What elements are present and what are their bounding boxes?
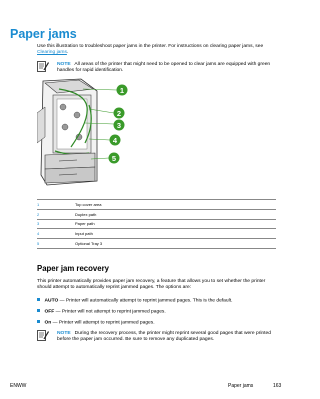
section-intro: This printer automatically provides paper jam recovery, a feature that allows you to set whether the printer should attempt to automatically reprint jammed pages. The options are: — [37, 279, 266, 291]
option-text: — Printer will not attempt to reprint jammed pages. — [54, 309, 166, 315]
intro-text: Use this illustration to troubleshoot paper jams in the printer. For instructions on clearing paper jams, see — [37, 44, 264, 49]
table-row — [37, 219, 276, 229]
table-row — [37, 200, 276, 210]
row-label: Input path — [75, 229, 276, 239]
option-name: OFF — [44, 309, 55, 315]
table-row — [37, 209, 276, 219]
section-title: Paper jam recovery — [37, 264, 109, 273]
list-item — [37, 298, 232, 305]
note-icon — [37, 61, 49, 72]
svg-text:3: 3 — [116, 120, 122, 130]
callout-3 — [114, 120, 125, 131]
note-text: During the recovery process, the printer might reprint several good pages that were printed before the paper jam occurred. Be sure to remove any duplicated pages. — [57, 331, 271, 343]
table-row — [37, 229, 276, 239]
clearing-jams-link[interactable]: Clearing jams — [37, 50, 67, 56]
row-number: 1 — [37, 200, 75, 210]
footer-left: ENWW — [10, 383, 27, 389]
svg-text:4: 4 — [112, 135, 118, 145]
option-name: On — [44, 320, 52, 326]
option-text: — Printer will automatically attempt to reprint jammed pages. This is the default. — [58, 298, 233, 304]
page-number: 163 — [273, 383, 282, 389]
table-row — [37, 239, 276, 249]
bullet-icon — [37, 309, 40, 312]
note-text: All areas of the printer that might need to be opened to clear jams are equipped with green handles for rapid identification. — [57, 62, 271, 74]
intro-end: . — [66, 50, 69, 56]
note-label: NOTE — [57, 62, 71, 67]
callout-1 — [117, 85, 128, 96]
legend-table — [37, 199, 276, 249]
bullet-icon — [37, 320, 40, 323]
svg-text:1: 1 — [119, 85, 125, 95]
list-item — [37, 309, 166, 316]
callout-5 — [109, 153, 120, 164]
row-number: 3 — [37, 219, 75, 229]
row-number: 4 — [37, 229, 75, 239]
page-title: Paper jams — [10, 27, 77, 41]
row-number: 5 — [37, 239, 75, 249]
option-name: AUTO — [44, 298, 59, 304]
row-label: Top cover area — [75, 200, 276, 210]
list-item — [37, 320, 155, 327]
callout-4 — [110, 135, 121, 146]
note-icon — [37, 330, 49, 341]
note-label: NOTE — [57, 331, 71, 336]
row-number: 2 — [37, 209, 75, 219]
svg-text:2: 2 — [116, 108, 122, 118]
printer-illustration — [37, 77, 132, 189]
footer-section: Paper jams — [228, 383, 254, 389]
row-label: Duplex path — [75, 209, 276, 219]
callout-2 — [114, 108, 125, 119]
intro-paragraph — [37, 44, 277, 57]
bullet-icon — [37, 298, 40, 301]
option-text: — Printer will attempt to reprint jammed pages. — [51, 320, 155, 326]
row-label: Paper path — [75, 219, 276, 229]
row-label: Optional Tray 3 — [75, 239, 276, 249]
svg-text:5: 5 — [111, 153, 117, 163]
